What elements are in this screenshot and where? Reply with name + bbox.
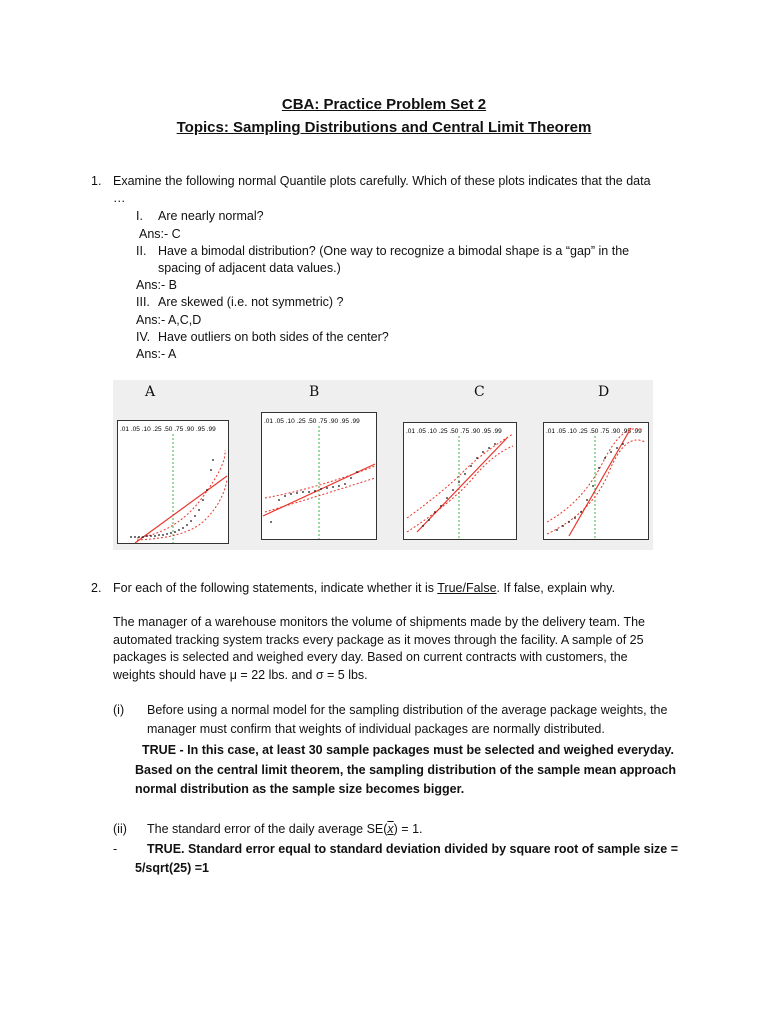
q2-para-line: weights should have μ = 22 lbs. and σ = 5 lbs. — [113, 668, 368, 682]
axis-ticks: .01 .05 .10 .25 .50 .75 .90 .95 .99 — [264, 418, 360, 425]
plot-label-d: D — [598, 384, 610, 400]
axis-ticks: .01 .05 .10 .25 .50 .75 .90 .95 .99 — [406, 428, 502, 435]
q2-para-line: automated tracking system tracks every package as it moves through the facility. A sample of 25 — [113, 633, 644, 647]
q1-item-text: Are nearly normal? — [158, 209, 264, 223]
q2-para-line: The manager of a warehouse monitors the volume of shipments made by the delivery team. The — [113, 615, 645, 629]
q2-intro-after: . If false, explain why. — [496, 581, 616, 595]
q2-ii-text — [147, 821, 423, 838]
q1-item-answer: Ans:- B — [136, 278, 177, 292]
q1-item-text: Have a bimodal distribution? (One way to recognize a bimodal shape is a “gap” in the — [158, 244, 630, 258]
page-subtitle: Topics: Sampling Distributions and Central Limit Theorem — [176, 119, 592, 136]
axis-ticks: .01 .05 .10 .25 .50 .75 .90 .95 .99 — [120, 426, 216, 433]
x-bar-symbol: x — [387, 822, 394, 836]
q1-item-roman: III. — [136, 295, 150, 309]
plot-label-c: C — [474, 384, 485, 400]
q2-i-answer: normal distribution as the sample size becomes bigger. — [135, 782, 465, 796]
q2-ii-text-after: ) = 1. — [393, 822, 423, 836]
quantile-plot-d — [543, 422, 649, 540]
q2-i-text: manager must confirm that weights of individual packages are normally distributed. — [147, 722, 605, 736]
page-title: CBA: Practice Problem Set 2 — [281, 96, 487, 113]
axis-ticks: .01 .05 .10 .25 .50 .75 .90 .95 .99 — [546, 428, 642, 435]
q1-number: 1. — [91, 174, 102, 188]
quantile-plot-c — [403, 422, 517, 540]
q2-i-answer: TRUE - In this case, at least 30 sample packages must be selected and weighed everyday. — [142, 743, 674, 757]
q2-ii-answer: TRUE. Standard error equal to standard deviation divided by square root of sample size = — [147, 842, 679, 856]
quantile-plot-a — [117, 420, 229, 544]
q2-intro-before: For each of the following statements, indicate whether it is — [113, 581, 438, 595]
q2-ii-number: (ii) — [113, 822, 127, 836]
plot-label-a: A — [145, 384, 156, 400]
q2-para-line: packages is selected and weighed every day. Based on current contracts with customers, the — [113, 650, 628, 664]
q1-item-text-cont: spacing of adjacent data values.) — [158, 261, 341, 275]
q1-text-line1: Examine the following normal Quantile plots carefully. Which of these plots indicates that the data — [113, 174, 651, 188]
q2-ii-answer: 5/sqrt(25) =1 — [135, 861, 209, 875]
q1-item-roman: II. — [136, 244, 147, 258]
q2-true-false: True/False — [437, 581, 497, 595]
q1-item-roman: IV. — [136, 330, 151, 344]
q2-i-text: Before using a normal model for the sampling distribution of the average package weights, the — [147, 703, 668, 717]
q2-ii-text-before: The standard error of the daily average SE( — [147, 822, 388, 836]
q1-item-text: Have outliers on both sides of the center? — [158, 330, 389, 344]
quantile-plots-figure — [113, 380, 653, 550]
q2-i-answer: Based on the central limit theorem, the sampling distribution of the sample mean approach — [135, 763, 677, 777]
q1-item-answer: Ans:- A,C,D — [136, 313, 202, 327]
q2-number: 2. — [91, 581, 102, 595]
plot-label-b: B — [309, 384, 320, 400]
q1-item-text: Are skewed (i.e. not symmetric) ? — [158, 295, 344, 309]
q2-ii-dash: - — [113, 842, 118, 856]
plot-frame — [544, 423, 649, 540]
quantile-plot-b — [261, 412, 377, 540]
plot-frame — [404, 423, 517, 540]
q1-item-answer: Ans:- C — [139, 227, 181, 241]
q1-item-answer: Ans:- A — [136, 347, 177, 361]
q2-intro — [113, 580, 615, 597]
q1-text-line2: … — [113, 191, 126, 205]
q2-i-number: (i) — [113, 703, 125, 717]
q1-item-roman: I. — [136, 209, 143, 223]
